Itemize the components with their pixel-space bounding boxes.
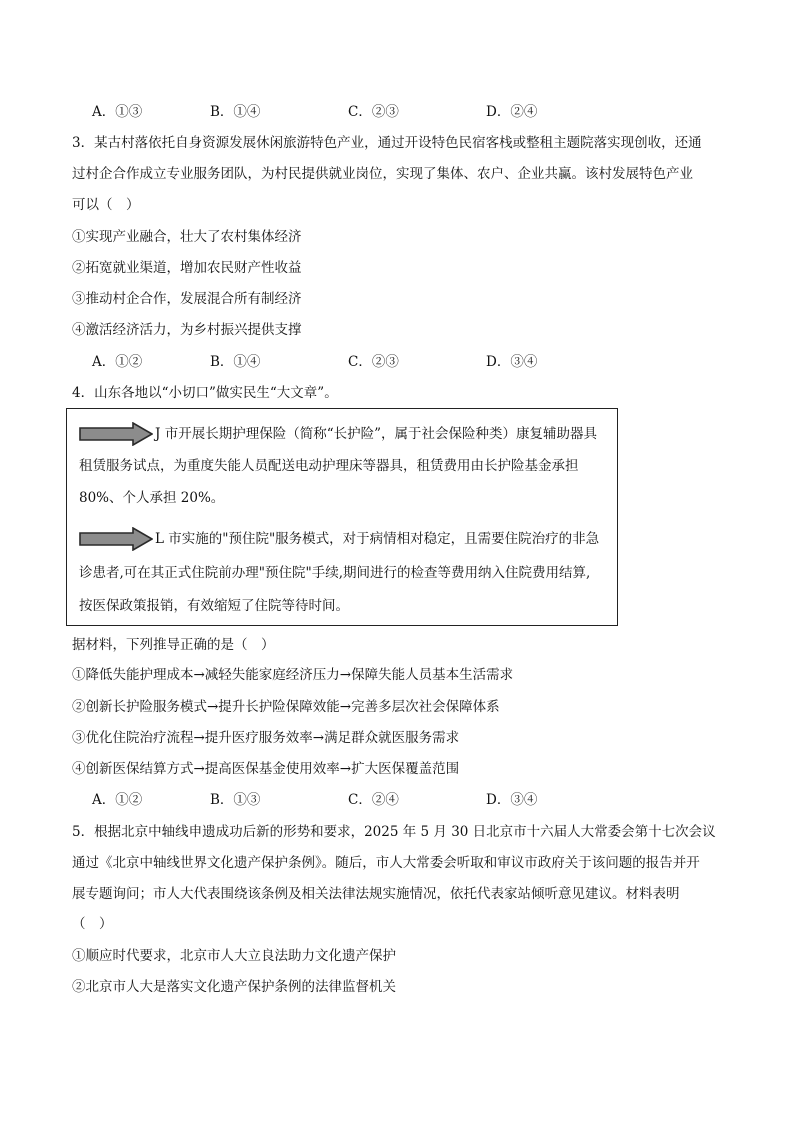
q4-option-d[interactable]: D．③④ <box>486 792 538 808</box>
q5-stem-line-2: 通过《北京中轴线世界文化遗产保护条例》。随后，市人大常委会听取和审议市政府关于该问题的报告并开 <box>72 855 700 871</box>
q4-item-1: ①降低失能护理成本→减轻失能家庭经济压力→保障失能人员基本生活需求 <box>72 667 514 683</box>
q4-material-p1-line-3: 80%、个人承担 20%。 <box>79 490 225 506</box>
arrow-right-icon <box>79 527 153 551</box>
q3-item-4: ④激活经济活力，为乡村振兴提供支撑 <box>72 322 302 338</box>
q5-item-1: ①顺应时代要求，北京市人大立良法助力文化遗产保护 <box>72 948 396 964</box>
q4-material-box <box>66 408 618 626</box>
q4-material-p2-line-3: 按医保政策报销，有效缩短了住院等待时间。 <box>79 598 349 614</box>
q4-material-p1-line-1: J 市开展长期护理保险（简称“长护险”，属于社会保险种类）康复辅助器具 <box>155 426 598 442</box>
q4-stem: 4．山东各地以“小切口”做实民生“大文章”。 <box>72 385 338 401</box>
q2-option-c[interactable]: C．②③ <box>348 104 399 120</box>
q3-option-b[interactable]: B．①④ <box>210 354 261 370</box>
q4-item-2: ②创新长护险服务模式→提升长护险保障效能→完善多层次社会保障体系 <box>72 699 500 715</box>
q5-stem-line-4: （ ） <box>72 916 113 932</box>
q4-option-c[interactable]: C．②④ <box>348 792 399 808</box>
q4-option-b[interactable]: B．①③ <box>210 792 261 808</box>
q4-material-p1-line-2: 租赁服务试点，为重度失能人员配送电动护理床等器具，租赁费用由长护险基金承担 <box>79 458 579 474</box>
q3-stem-line-2: 过村企合作成立专业服务团队，为村民提供就业岗位，实现了集体、农户、企业共赢。该村发展特色产业 <box>72 166 693 182</box>
q4-item-3: ③优化住院治疗流程→提升医疗服务效率→满足群众就医服务需求 <box>72 730 460 746</box>
arrow-right-icon <box>79 422 153 446</box>
q2-option-a[interactable]: A．①③ <box>92 104 143 120</box>
q4-question: 据材料，下列推导正确的是（ ） <box>72 637 275 653</box>
q4-option-a[interactable]: A．①② <box>92 792 143 808</box>
q4-material-p2-line-1: L 市实施的"预住院"服务模式，对于病情相对稳定，且需要住院治疗的非急 <box>155 531 600 547</box>
q4-material-p2-line-2: 诊患者,可在其正式住院前办理"预住院"手续,期间进行的检查等费用纳入住院费用结算, <box>79 565 591 581</box>
q2-option-d[interactable]: D．②④ <box>486 104 538 120</box>
q3-stem-line-1: 3．某古村落依托自身资源发展休闲旅游特色产业，通过开设特色民宿客栈或整租主题院落实现创收，还通 <box>72 135 702 151</box>
q3-stem-line-3: 可以（ ） <box>72 197 140 213</box>
q5-stem-line-3: 展专题询问；市人大代表围绕该条例及相关法律法规实施情况，依托代表家站倾听意见建议。材料表明 <box>72 886 680 902</box>
q3-item-1: ①实现产业融合，壮大了农村集体经济 <box>72 229 302 245</box>
q2-option-b[interactable]: B．①④ <box>210 104 261 120</box>
q3-option-d[interactable]: D．③④ <box>486 354 538 370</box>
q5-item-2: ②北京市人大是落实文化遗产保护条例的法律监督机关 <box>72 979 396 995</box>
q4-item-4: ④创新医保结算方式→提高医保基金使用效率→扩大医保覆盖范围 <box>72 761 460 777</box>
q5-stem-line-1: 5．根据北京中轴线申遗成功后新的形势和要求，2025 年 5 月 30 日北京市十六届人大常委会第十七次会议 <box>72 824 716 840</box>
q3-option-a[interactable]: A．①② <box>92 354 143 370</box>
q3-item-3: ③推动村企合作，发展混合所有制经济 <box>72 291 302 307</box>
q3-option-c[interactable]: C．②③ <box>348 354 399 370</box>
q3-item-2: ②拓宽就业渠道，增加农民财产性收益 <box>72 260 302 276</box>
